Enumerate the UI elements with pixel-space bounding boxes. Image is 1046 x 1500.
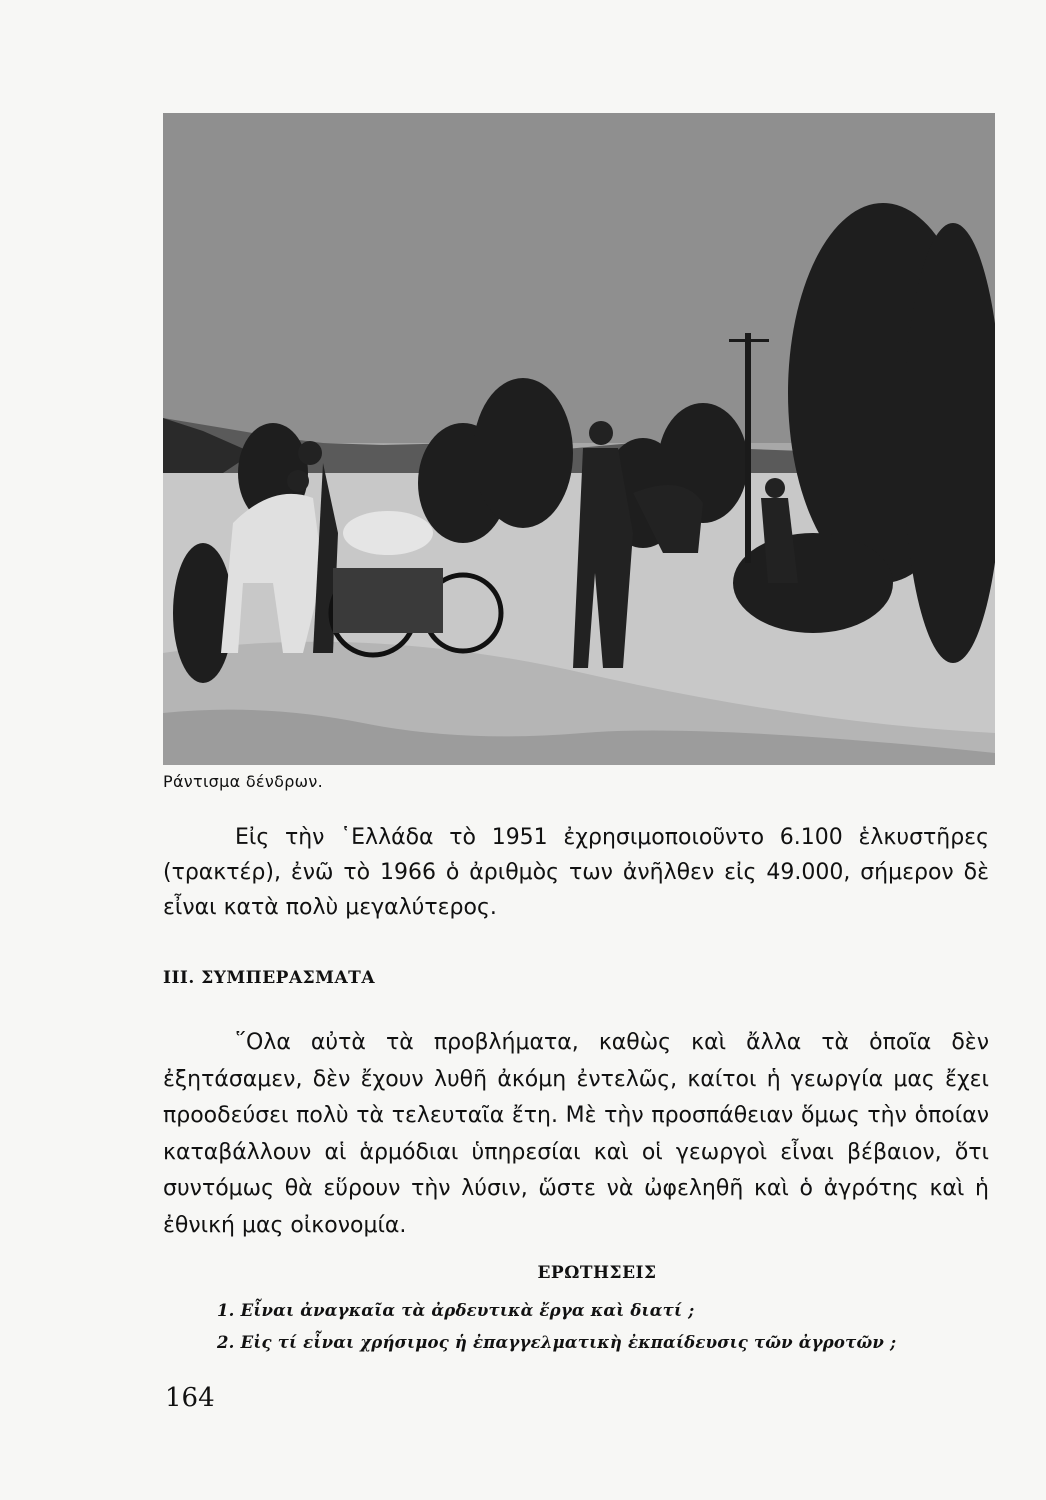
- photo-illustration: [163, 113, 995, 765]
- paragraph-tractors-text: Εἰς τὴν ῾Ελλάδα τὸ 1951 ἐχρησιμοποιοῦντο 6.100 ἑλκυστῆρες (τρακτέρ), ἐνῶ τὸ 1966 ὁ ἀριθμὸς των ἀνῆλθεν εἰς 49.000, σήμερον δὲ εἶναι κατὰ πολὺ μεγαλύτερος.: [163, 825, 989, 920]
- paragraph-conclusions: [163, 1025, 989, 1244]
- tree-spraying-photo: [163, 113, 995, 765]
- questions-heading-row: [0, 1263, 1046, 1283]
- question-item: 2. Εἰς τί εἶναι χρήσιμος ἡ ἐπαγγελματικὴ ἐκπαίδευσις τῶν ἀγροτῶν ;: [217, 1333, 897, 1352]
- question-item: 1. Εἶναι ἀναγκαῖα τὰ ἀρδευτικὰ ἔργα καὶ διατί ;: [217, 1301, 695, 1320]
- paragraph-conclusions-text: ῞Ολα αὐτὰ τὰ προβλήματα, καθὼς καὶ ἄλλα τὰ ὁποῖα δὲν ἐξητάσαμεν, δὲν ἔχουν λυθῆ ἀκόμη ἐντελῶς, καίτοι ἡ γεωργία μας ἔχει προοδεύσει πολὺ τὰ τελευταῖα ἔτη. Μὲ τὴν προσπάθειαν ὅμως τὴν ὁποίαν καταβάλλουν αἱ ἁρμόδιαι ὑπηρεσίαι καὶ οἱ γεωργοὶ εἶναι βέβαιον, ὅτι συντόμως θὰ εὕρουν τὴν λύσιν, ὥστε νὰ ὠφεληθῆ καὶ ὁ ἀγρότης καὶ ἡ ἐθνική μας οἰκονομία.: [163, 1030, 989, 1238]
- page-number: 164: [165, 1383, 215, 1413]
- paragraph-tractors: [163, 820, 989, 925]
- questions-heading: ΕΡΩΤΗΣΕΙΣ: [537, 1263, 657, 1283]
- section-heading-conclusions: III. ΣΥΜΠΕΡΑΣΜΑΤΑ: [163, 968, 376, 988]
- photo-caption: Ράντισμα δένδρων.: [163, 772, 323, 791]
